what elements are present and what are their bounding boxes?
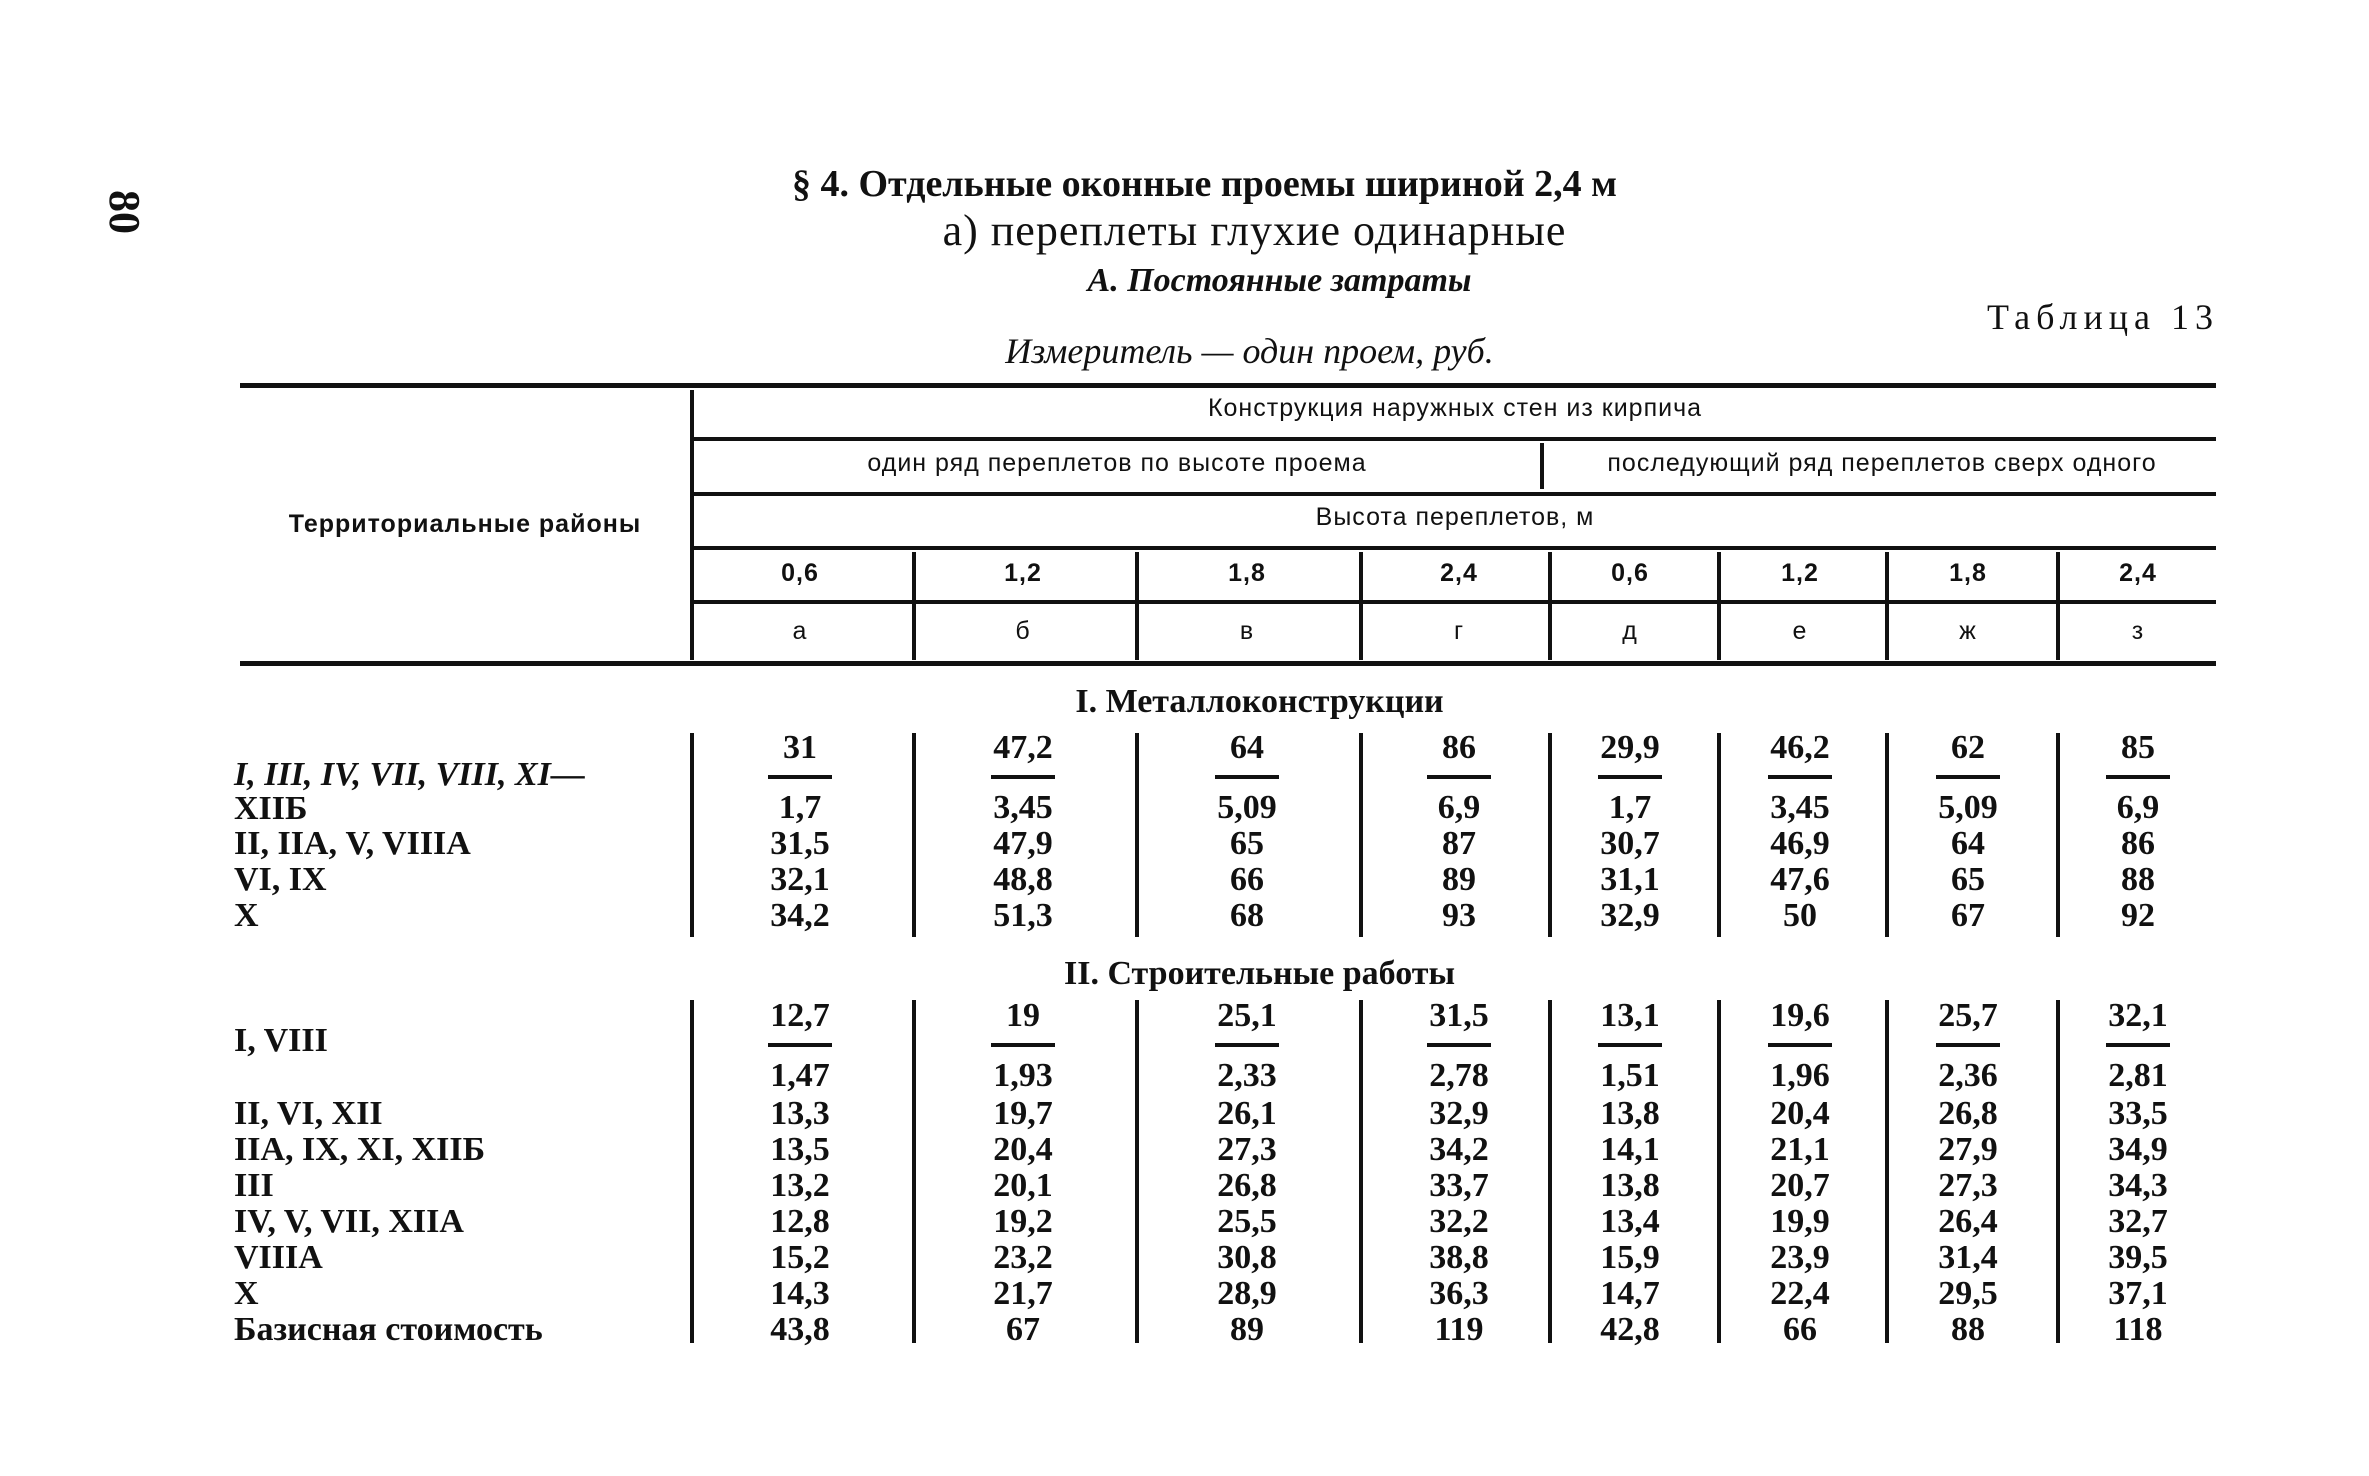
table-cell: 32,9: [1429, 1095, 1489, 1132]
fraction-bar: [1427, 1043, 1491, 1047]
table-cell: 34,2: [1429, 1131, 1489, 1168]
table-cell: 13,5: [770, 1131, 830, 1168]
stub-header: Территориальные районы: [288, 510, 642, 538]
fraction-numerator: 32,1: [2108, 997, 2168, 1034]
fraction-cell: [953, 727, 1093, 829]
row-label: VI, IX: [234, 861, 327, 898]
column-divider: [1359, 552, 1363, 660]
table-cell: 50: [1783, 897, 1817, 934]
section-title: II. Строительные работы: [1063, 955, 1456, 992]
stub-divider: [690, 733, 694, 937]
column-divider: [1885, 1000, 1889, 1343]
table-cell: 31,5: [770, 825, 830, 862]
fraction-cell: [1389, 995, 1529, 1097]
table-cell: 20,1: [993, 1167, 1053, 1204]
fraction-numerator: 13,1: [1600, 997, 1660, 1034]
column-divider: [912, 733, 916, 937]
fraction-denominator: 1,47: [770, 1057, 830, 1094]
table-cell: 34,3: [2108, 1167, 2168, 1204]
section-title: I. Металлоконструкции: [1075, 683, 1444, 720]
table-cell: 92: [2121, 897, 2155, 934]
height-header: Высота переплетов, м: [1315, 503, 1595, 531]
group1-header: один ряд переплетов по высоте проема: [867, 449, 1367, 477]
column-divider: [1135, 552, 1139, 660]
row-label: III: [234, 1167, 274, 1204]
section-heading: § 4. Отдельные оконные проемы шириной 2,4 м: [792, 163, 1617, 205]
table-cell: 13,8: [1600, 1167, 1660, 1204]
table-cell: 13,3: [770, 1095, 830, 1132]
table-cell: 39,5: [2108, 1239, 2168, 1276]
fraction-denominator: 1,7: [1608, 789, 1652, 826]
table-cell: 65: [1230, 825, 1264, 862]
table-cell: 88: [1951, 1311, 1985, 1348]
table-cell: 87: [1442, 825, 1476, 862]
row-label: II, IIА, V, VIIIА: [234, 825, 471, 862]
table-cell: 26,8: [1938, 1095, 1998, 1132]
column-divider: [1135, 1000, 1139, 1343]
table-cell: 86: [2121, 825, 2155, 862]
height-label: 0,6: [781, 559, 819, 587]
fraction-denominator: 1,96: [1770, 1057, 1830, 1094]
height-label: 1,2: [1781, 559, 1819, 587]
fraction-bar: [991, 1043, 1055, 1047]
header-rule-4: [694, 600, 2216, 604]
column-letter: г: [1453, 617, 1465, 645]
column-letter: в: [1239, 617, 1255, 645]
column-divider: [1359, 1000, 1363, 1343]
fraction-cell: [1898, 995, 2038, 1097]
column-divider: [1135, 733, 1139, 937]
table-cell: 15,2: [770, 1239, 830, 1276]
column-divider: [2056, 733, 2060, 937]
fraction-cell: [730, 995, 870, 1097]
fraction-bar: [1768, 1043, 1832, 1047]
fraction-denominator: 2,36: [1938, 1057, 1998, 1094]
fraction-denominator: 5,09: [1217, 789, 1277, 826]
column-letter: б: [1015, 617, 1031, 645]
table-cell: 15,9: [1600, 1239, 1660, 1276]
table-cell: 30,7: [1600, 825, 1660, 862]
table-cell: 46,9: [1770, 825, 1830, 862]
table-cell: 23,2: [993, 1239, 1053, 1276]
header-bottom-rule: [240, 661, 2216, 666]
fraction-cell: [1177, 727, 1317, 829]
column-divider: [2056, 1000, 2060, 1343]
fraction-numerator: 29,9: [1600, 729, 1660, 766]
column-divider: [1717, 733, 1721, 937]
table-cell: 34,9: [2108, 1131, 2168, 1168]
fraction-numerator: 12,7: [770, 997, 830, 1034]
table-cell: 93: [1442, 897, 1476, 934]
fraction-numerator: 31,5: [1429, 997, 1489, 1034]
header-rule-1: [694, 437, 2216, 441]
height-label: 1,2: [1004, 559, 1042, 587]
fraction-bar: [768, 1043, 832, 1047]
table-cell: 33,7: [1429, 1167, 1489, 1204]
table-cell: 14,3: [770, 1275, 830, 1312]
row-label: IV, V, VII, XIIА: [234, 1203, 464, 1240]
table-cell: 13,4: [1600, 1203, 1660, 1240]
table-cell: 32,9: [1600, 897, 1660, 934]
row-label: I, III, IV, VII, VIII, XI—: [234, 756, 585, 793]
fraction-bar: [1598, 1043, 1662, 1047]
group2-header: последующий ряд переплетов сверх одного: [1607, 449, 2157, 477]
stub-divider: [690, 1000, 694, 1343]
table-cell: 26,4: [1938, 1203, 1998, 1240]
table-cell: 37,1: [2108, 1275, 2168, 1312]
height-label: 2,4: [1440, 559, 1478, 587]
table-cell: 27,3: [1938, 1167, 1998, 1204]
column-letter: а: [792, 617, 808, 645]
table-cell: 21,7: [993, 1275, 1053, 1312]
table-cell: 21,1: [1770, 1131, 1830, 1168]
table-cell: 32,7: [2108, 1203, 2168, 1240]
table-cell: 20,4: [993, 1131, 1053, 1168]
fraction-denominator: 1,51: [1600, 1057, 1660, 1094]
table-cell: 28,9: [1217, 1275, 1277, 1312]
fraction-denominator: 3,45: [993, 789, 1053, 826]
fraction-cell: [1730, 727, 1870, 829]
table-cell: 27,3: [1217, 1131, 1277, 1168]
column-divider: [1359, 733, 1363, 937]
subtitle: а) переплеты глухие одинарные: [942, 206, 1567, 255]
column-letter: ж: [1959, 617, 1977, 645]
measure-note: Измеритель — один проем, руб.: [1005, 331, 1494, 371]
fraction-numerator: 19,6: [1770, 997, 1830, 1034]
header-top: Конструкция наружных стен из кирпича: [1207, 394, 1703, 422]
column-divider: [1717, 1000, 1721, 1343]
fraction-bar: [1598, 775, 1662, 779]
column-divider: [912, 552, 916, 660]
fraction-bar: [1215, 1043, 1279, 1047]
column-divider: [1548, 552, 1552, 660]
column-divider: [1548, 733, 1552, 937]
table-top-rule: [240, 383, 2216, 388]
fraction-bar: [768, 775, 832, 779]
table-cell: 33,5: [2108, 1095, 2168, 1132]
fraction-cell: [1177, 995, 1317, 1097]
row-label: II, VI, XII: [234, 1095, 383, 1132]
table-cell: 20,7: [1770, 1167, 1830, 1204]
fraction-denominator: 1,93: [993, 1057, 1053, 1094]
table-cell: 66: [1783, 1311, 1817, 1348]
fraction-numerator: 85: [2121, 729, 2155, 766]
fraction-denominator: 2,78: [1429, 1057, 1489, 1094]
page-number: 80: [100, 190, 149, 234]
fraction-denominator: 6,9: [2116, 789, 2160, 826]
fraction-cell: [1898, 727, 2038, 829]
table-cell: 20,4: [1770, 1095, 1830, 1132]
fraction-numerator: 64: [1230, 729, 1264, 766]
row-label: VIIIА: [234, 1239, 323, 1276]
fraction-bar: [1427, 775, 1491, 779]
row-label: X: [234, 897, 259, 934]
fraction-denominator: 2,33: [1217, 1057, 1277, 1094]
table-cell: 23,9: [1770, 1239, 1830, 1276]
table-cell: 42,8: [1600, 1311, 1660, 1348]
table-cell: 14,7: [1600, 1275, 1660, 1312]
table-cell: 29,5: [1938, 1275, 1998, 1312]
table-cell: 19,9: [1770, 1203, 1830, 1240]
table-cell: 19,2: [993, 1203, 1053, 1240]
table-cell: 31,1: [1600, 861, 1660, 898]
table-cell: 34,2: [770, 897, 830, 934]
table-cell: 47,6: [1770, 861, 1830, 898]
height-label: 0,6: [1611, 559, 1649, 587]
table-cell: 22,4: [1770, 1275, 1830, 1312]
column-letter: д: [1622, 617, 1638, 645]
table-cell: 38,8: [1429, 1239, 1489, 1276]
fraction-denominator: 5,09: [1938, 789, 1998, 826]
header-rule-2: [694, 492, 2216, 496]
table-cell: 14,1: [1600, 1131, 1660, 1168]
table-cell: 12,8: [770, 1203, 830, 1240]
table-cell: 25,5: [1217, 1203, 1277, 1240]
fraction-numerator: 46,2: [1770, 729, 1830, 766]
part-title: А. Постоянные затраты: [1087, 262, 1472, 299]
height-label: 2,4: [2119, 559, 2157, 587]
table-cell: 68: [1230, 897, 1264, 934]
table-cell: 27,9: [1938, 1131, 1998, 1168]
column-divider: [912, 1000, 916, 1343]
fraction-numerator: 86: [1442, 729, 1476, 766]
table-number: Таблица 13: [1987, 297, 2219, 337]
table-cell: 66: [1230, 861, 1264, 898]
fraction-bar: [2106, 775, 2170, 779]
fraction-numerator: 62: [1951, 729, 1985, 766]
fraction-numerator: 31: [783, 729, 817, 766]
table-cell: 32,1: [770, 861, 830, 898]
fraction-numerator: 19: [1006, 997, 1040, 1034]
fraction-denominator: 2,81: [2108, 1057, 2168, 1094]
fraction-denominator: 1,7: [778, 789, 822, 826]
column-divider: [2056, 552, 2060, 660]
table-cell: 19,7: [993, 1095, 1053, 1132]
column-divider: [1548, 1000, 1552, 1343]
table-cell: 119: [1434, 1311, 1484, 1348]
column-divider: [1885, 733, 1889, 937]
row-label: Базисная стоимость: [234, 1311, 543, 1348]
fraction-cell: [1560, 727, 1700, 829]
fraction-bar: [1936, 1043, 2000, 1047]
fraction-bar: [1936, 775, 2000, 779]
fraction-cell: [1389, 727, 1529, 829]
fraction-bar: [1768, 775, 1832, 779]
fraction-cell: [1730, 995, 1870, 1097]
table-cell: 65: [1951, 861, 1985, 898]
table-cell: 51,3: [993, 897, 1053, 934]
column-letter: з: [2131, 617, 2145, 645]
table-cell: 67: [1006, 1311, 1040, 1348]
fraction-bar: [2106, 1043, 2170, 1047]
column-letter: е: [1792, 617, 1808, 645]
fraction-bar: [991, 775, 1055, 779]
table-cell: 89: [1230, 1311, 1264, 1348]
table-cell: 47,9: [993, 825, 1053, 862]
height-label: 1,8: [1949, 559, 1987, 587]
table-cell: 88: [2121, 861, 2155, 898]
height-label: 1,8: [1228, 559, 1266, 587]
table-cell: 26,8: [1217, 1167, 1277, 1204]
table-cell: 64: [1951, 825, 1985, 862]
table-cell: 26,1: [1217, 1095, 1277, 1132]
table-cell: 13,8: [1600, 1095, 1660, 1132]
fraction-cell: [1560, 995, 1700, 1097]
fraction-cell: [730, 727, 870, 829]
row-label: IIА, IX, XI, XIIБ: [234, 1131, 486, 1168]
fraction-denominator: 3,45: [1770, 789, 1830, 826]
table-cell: 32,2: [1429, 1203, 1489, 1240]
header-rule-3: [694, 546, 2216, 550]
table-cell: 43,8: [770, 1311, 830, 1348]
fraction-cell: [2068, 727, 2208, 829]
table-cell: 118: [2113, 1311, 2163, 1348]
row-label: I, VIII: [234, 1022, 328, 1059]
fraction-cell: [953, 995, 1093, 1097]
row-label-continued: XIIБ: [234, 790, 308, 827]
table-cell: 13,2: [770, 1167, 830, 1204]
fraction-denominator: 6,9: [1437, 789, 1481, 826]
column-divider: [1717, 552, 1721, 660]
column-divider: [1885, 552, 1889, 660]
row-label: X: [234, 1275, 259, 1312]
fraction-numerator: 47,2: [993, 729, 1053, 766]
table-cell: 30,8: [1217, 1239, 1277, 1276]
table-cell: 89: [1442, 861, 1476, 898]
table-cell: 36,3: [1429, 1275, 1489, 1312]
fraction-numerator: 25,1: [1217, 997, 1277, 1034]
table-cell: 48,8: [993, 861, 1053, 898]
fraction-numerator: 25,7: [1938, 997, 1998, 1034]
fraction-cell: [2068, 995, 2208, 1097]
table-cell: 67: [1951, 897, 1985, 934]
table-cell: 31,4: [1938, 1239, 1998, 1276]
fraction-bar: [1215, 775, 1279, 779]
group-divider: [1540, 443, 1544, 489]
